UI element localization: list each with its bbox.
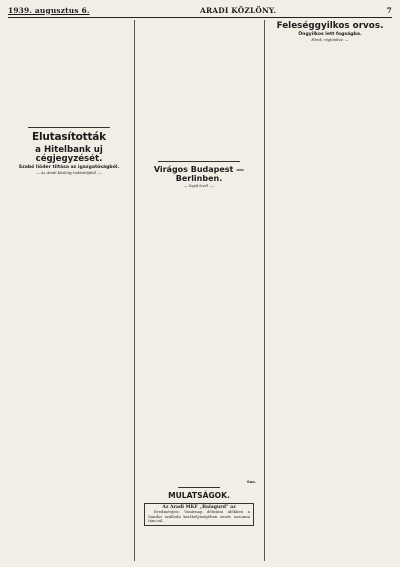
article-headline-2: a Hitelbank uj cégjegyzését. bbox=[35, 145, 103, 164]
article-headline: Feleséggyilkos orvos. bbox=[276, 21, 384, 31]
article-separator bbox=[178, 487, 220, 488]
notice-text: Eredményes: Vasárnap délutáni időkben a Sandor szálloda kerthelyiségében zenés uzsonna tánccal. bbox=[148, 509, 250, 523]
column-1 bbox=[8, 20, 130, 561]
article-text-block bbox=[138, 20, 260, 158]
masthead bbox=[8, 4, 392, 16]
article-headline: Virágos Budapest — Berlinben. bbox=[153, 165, 245, 183]
event-notice bbox=[144, 503, 254, 526]
article-subhead: Szabó lióder tiltása az igazgatóságból. bbox=[18, 165, 120, 170]
issue-date: 1939. augusztus 6. bbox=[8, 5, 90, 15]
article-subhead: Öngyilkos lett fogságba. bbox=[298, 32, 362, 37]
byline: — Saját levél. — bbox=[184, 184, 214, 188]
column-3 bbox=[268, 20, 392, 561]
column-rule bbox=[134, 20, 135, 561]
byline: — Az Aradi Közlöny tudósítójától. — bbox=[36, 171, 102, 175]
article-text-block bbox=[8, 20, 130, 124]
notice-title: Az Aradi MKF „Balagurd” az bbox=[162, 505, 236, 510]
page-number: 7 bbox=[386, 5, 392, 15]
header-rule bbox=[8, 17, 392, 18]
section-heading: MULATSÁGOK. bbox=[168, 491, 230, 500]
article-text-block bbox=[268, 44, 392, 544]
article-text-block bbox=[8, 177, 130, 557]
byline: Hírek, rögtönítve. — bbox=[311, 38, 349, 42]
paper-title: ARADI KÖZLÖNY. bbox=[200, 5, 277, 15]
signature: Sas. bbox=[246, 479, 256, 484]
article-separator bbox=[158, 161, 240, 162]
article-headline: Elutasították bbox=[32, 131, 106, 143]
column-2 bbox=[138, 20, 260, 561]
article-text-block bbox=[138, 190, 260, 478]
column-rule bbox=[264, 20, 265, 561]
article-separator bbox=[28, 127, 110, 128]
